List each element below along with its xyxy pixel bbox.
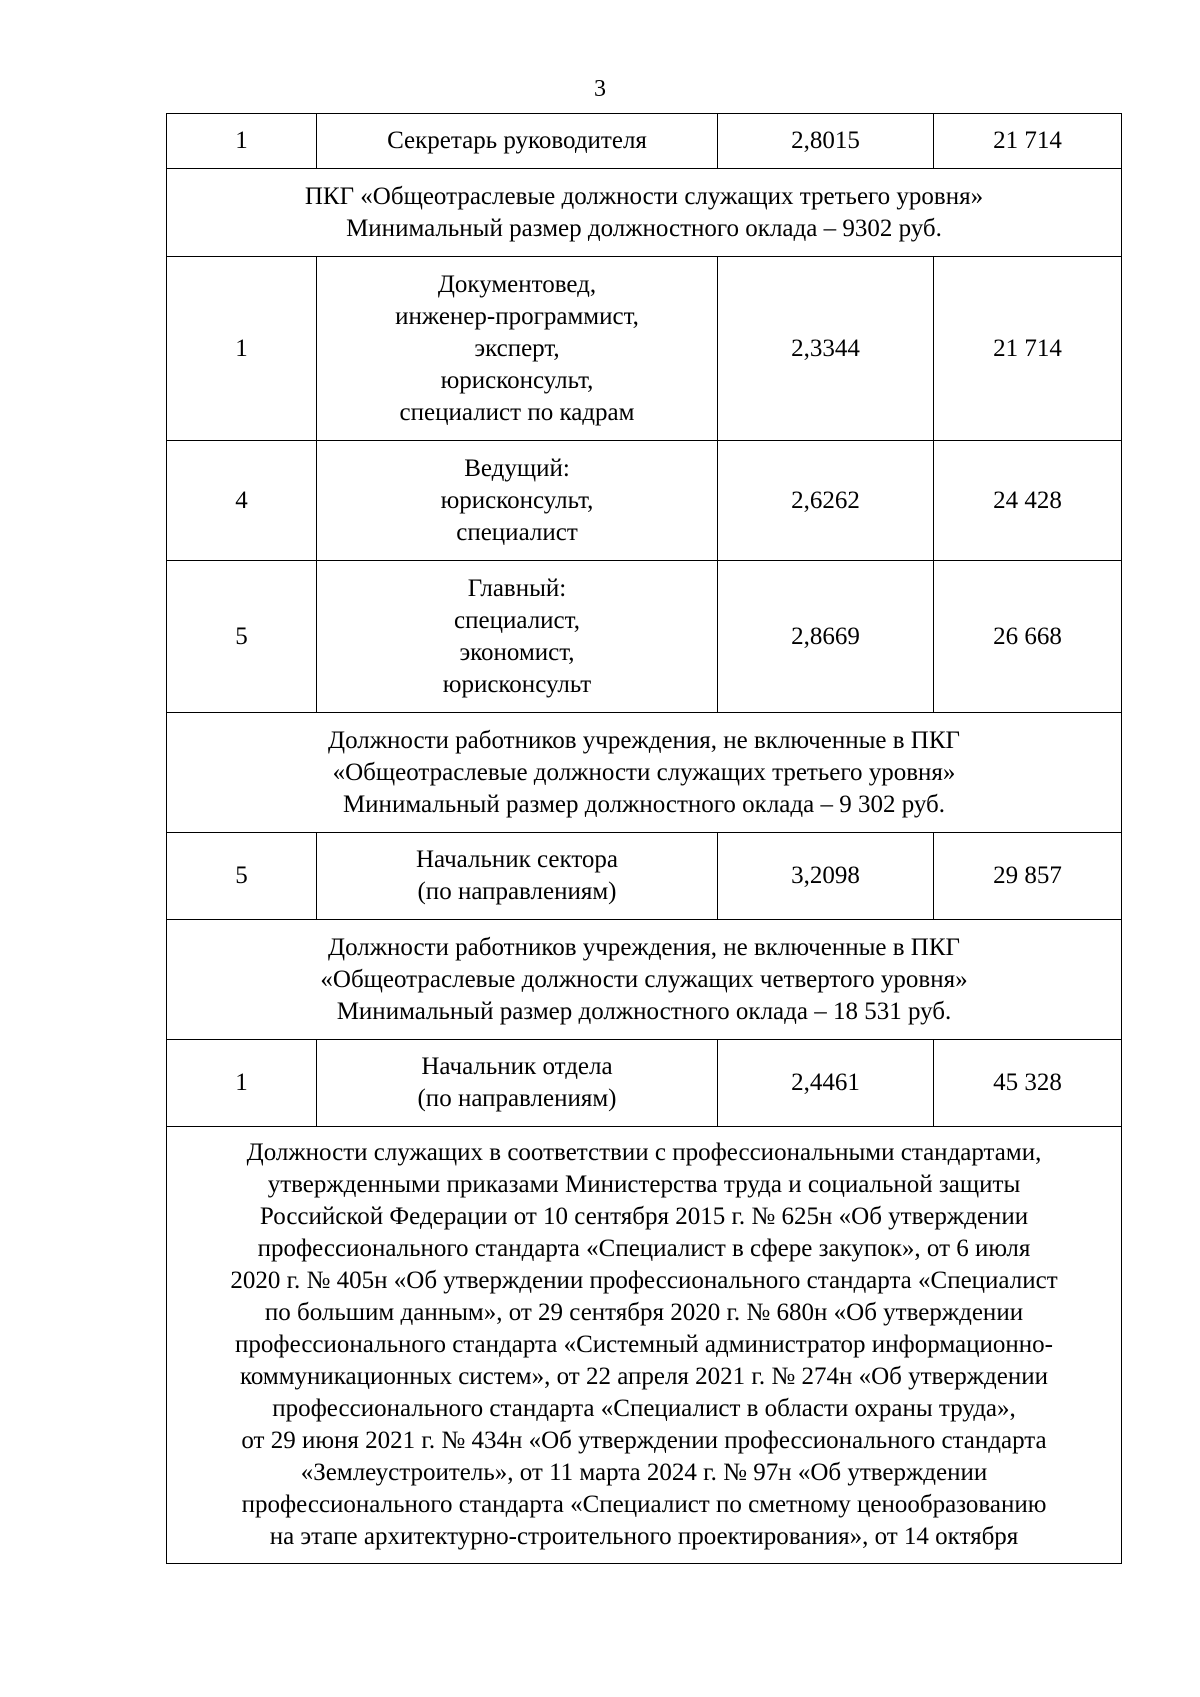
salary-cell: 24 428 (934, 441, 1122, 561)
position-cell (317, 561, 718, 713)
group-header-row (167, 1127, 1122, 1564)
group-title: Должности работников учреждения, не включенные в ПКГ (328, 933, 960, 961)
standards-text-line: профессионального стандарта «Системный администратор информационно- (235, 1331, 1053, 1358)
qualification-level-cell: 1 (167, 114, 317, 169)
position-cell (317, 833, 718, 920)
qualification-level-cell: 4 (167, 441, 317, 561)
group-header-cell (167, 713, 1122, 833)
coefficient-cell: 2,4461 (718, 1040, 934, 1127)
qualification-level-cell: 5 (167, 561, 317, 713)
standards-text-line: 2020 г. № 405н «Об утверждении профессионального стандарта «Специалист (230, 1267, 1058, 1294)
group-title: Должности работников учреждения, не включенные в ПКГ (328, 726, 960, 754)
table-row (167, 114, 1122, 169)
standards-text-line: Российской Федерации от 10 сентября 2015 г. № 625н «Об утверждении (259, 1203, 1029, 1230)
position-cell (317, 114, 718, 169)
position-name: Ведущий: (464, 454, 570, 482)
position-name: специалист, (454, 606, 580, 634)
group-header-row (167, 713, 1122, 833)
table-row (167, 1040, 1122, 1127)
position-name: Начальник отдела (421, 1053, 613, 1080)
position-name: специалист (456, 518, 578, 546)
group-header-cell (167, 169, 1122, 257)
coefficient-cell: 2,6262 (718, 441, 934, 561)
standards-text-line: коммуникационных систем», от 22 апреля 2021 г. № 274н «Об утверждении (239, 1363, 1049, 1390)
standards-text-line: профессионального стандарта «Специалист по сметному ценообразованию (241, 1491, 1047, 1518)
position-name: (по направлениям) (417, 878, 617, 905)
table-row (167, 441, 1122, 561)
position-cell (317, 441, 718, 561)
position-name: Главный: (467, 574, 567, 602)
group-min-salary: Минимальный размер должностного оклада – 18 531 руб. (336, 997, 952, 1025)
salary-cell: 21 714 (934, 257, 1122, 441)
group-title: «Общеотраслевые должности служащих третьего уровня» (332, 758, 956, 786)
page-number: 3 (594, 76, 606, 102)
coefficient-cell: 3,2098 (718, 833, 934, 920)
qualification-level-cell: 5 (167, 833, 317, 920)
standards-text-line: утвержденными приказами Министерства труда и социальной защиты (267, 1171, 1021, 1198)
salary-cell: 21 714 (934, 114, 1122, 169)
coefficient-cell: 2,3344 (718, 257, 934, 441)
group-min-salary: Минимальный размер должностного оклада – 9302 руб. (346, 214, 942, 242)
position-name: эксперт, (474, 334, 560, 362)
standards-text-line: от 29 июня 2021 г. № 434н «Об утверждении профессионального стандарта (241, 1427, 1047, 1454)
qualification-level-cell: 1 (167, 1040, 317, 1127)
group-title: «Общеотраслевые должности служащих четвертого уровня» (320, 965, 968, 993)
standards-text-line: Должности служащих в соответствии с профессиональными стандартами, (246, 1139, 1042, 1166)
salary-cell: 26 668 (934, 561, 1122, 713)
position-name: Секретарь руководителя (387, 127, 647, 154)
coefficient-cell: 2,8669 (718, 561, 934, 713)
group-min-salary: Минимальный размер должностного оклада – 9 302 руб. (342, 790, 946, 818)
position-name: специалист по кадрам (399, 398, 635, 426)
position-name: юрисконсульт, (440, 366, 594, 394)
salary-cell: 45 328 (934, 1040, 1122, 1127)
standards-text-line: профессионального стандарта «Специалист в сфере закупок», от 6 июля (257, 1235, 1031, 1262)
position-name: (по направлениям) (417, 1085, 617, 1112)
standards-text-line: на этапе архитектурно-строительного проектирования», от 14 октября (269, 1523, 1019, 1550)
salary-table (166, 113, 1122, 1564)
standards-text-line: «Землеустроитель», от 11 марта 2024 г. № 97н «Об утверждении (300, 1459, 988, 1486)
table-row (167, 833, 1122, 920)
table-row (167, 561, 1122, 713)
table-row (167, 257, 1122, 441)
salary-cell: 29 857 (934, 833, 1122, 920)
group-header-cell (167, 1127, 1122, 1564)
position-cell (317, 1040, 718, 1127)
position-name: юрисконсульт (442, 670, 592, 698)
standards-text-line: профессионального стандарта «Специалист в области охраны труда», (272, 1395, 1016, 1422)
position-name: Документовед, (437, 270, 597, 298)
coefficient-cell: 2,8015 (718, 114, 934, 169)
qualification-level-cell: 1 (167, 257, 317, 441)
position-name: экономист, (459, 638, 575, 666)
group-title: ПКГ «Общеотраслевые должности служащих третьего уровня» (304, 182, 984, 210)
group-header-row (167, 920, 1122, 1040)
position-cell (317, 257, 718, 441)
group-header-cell (167, 920, 1122, 1040)
position-name: Начальник сектора (415, 846, 619, 873)
standards-text-line: по большим данным», от 29 сентября 2020 г. № 680н «Об утверждении (264, 1299, 1024, 1326)
position-name: инженер-программист, (395, 302, 639, 330)
position-name: юрисконсульт, (440, 486, 594, 514)
group-header-row (167, 169, 1122, 257)
